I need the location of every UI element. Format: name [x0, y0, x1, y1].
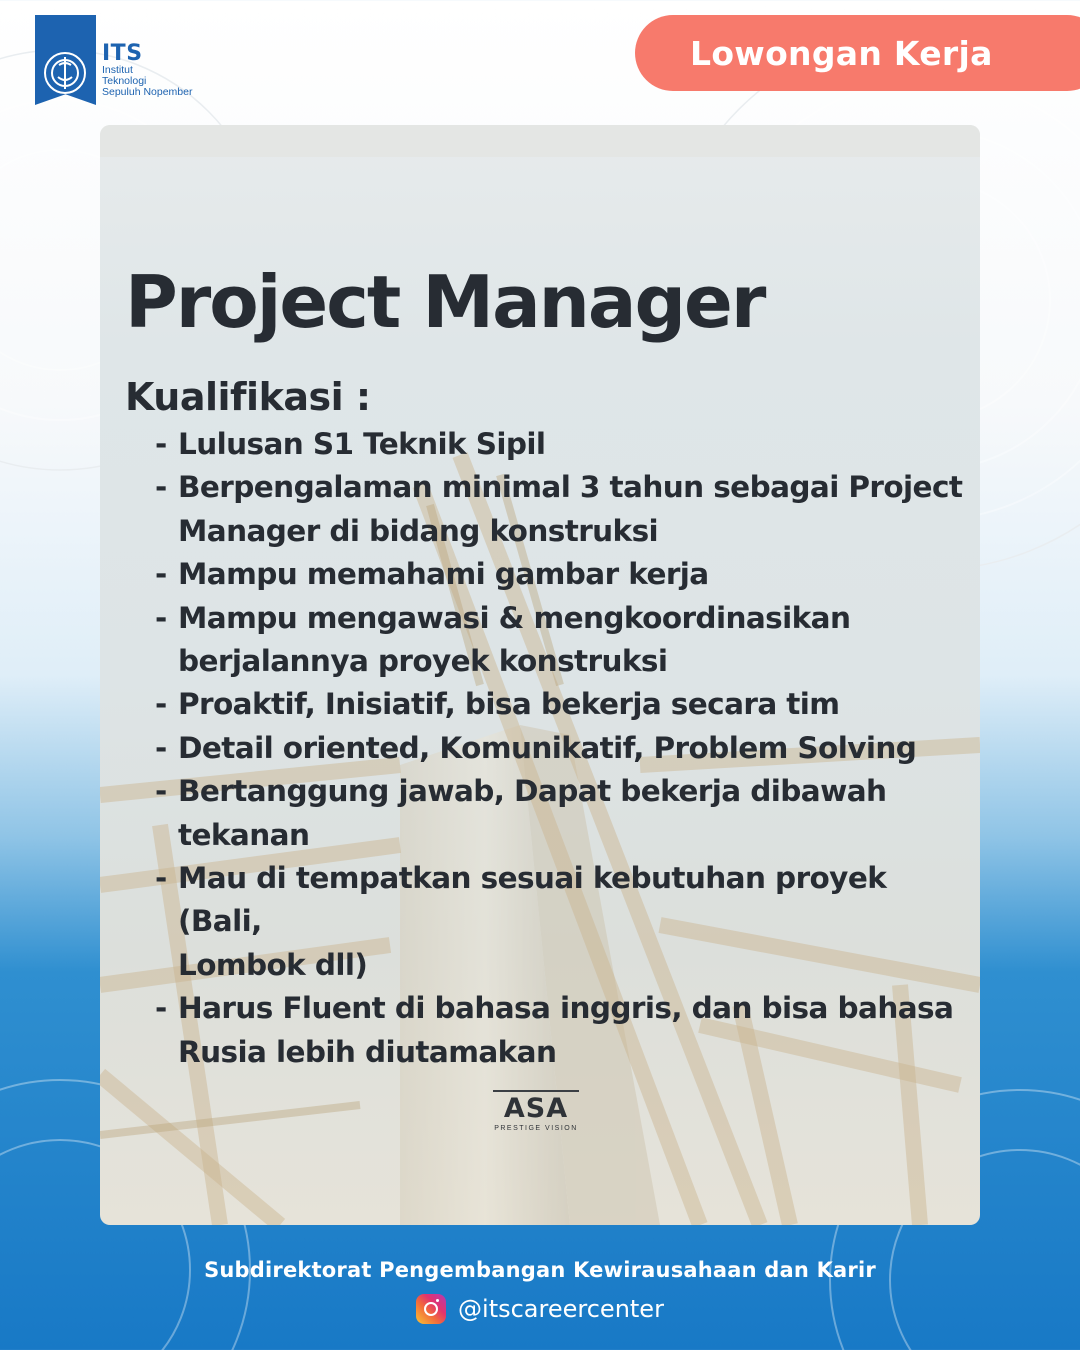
category-badge — [635, 15, 1080, 91]
brand-name: ASA — [503, 1093, 569, 1124]
list-dash: - — [155, 600, 167, 635]
its-shield-emblem — [35, 15, 96, 105]
qualification-line: Mampu memahami gambar kerja — [178, 557, 709, 592]
qualification-item — [155, 727, 975, 770]
list-dash: - — [155, 861, 167, 896]
qualification-line: Mau di tempatkan sesuai kebutuhan proyek (Bali, — [178, 861, 887, 939]
brand-divider — [493, 1090, 579, 1092]
qualifications-heading: Kualifikasi : — [125, 375, 371, 419]
footer-social — [0, 1294, 1080, 1324]
instagram-handle: @itscareercenter — [458, 1295, 664, 1323]
list-dash: - — [155, 730, 167, 765]
list-dash: - — [155, 687, 167, 722]
qualification-line: Proaktif, Inisiatif, bisa bekerja secara tim — [178, 687, 840, 722]
footer-organization: Subdirektorat Pengembangan Kewirausahaan dan Karir — [204, 1258, 876, 1282]
qualification-item — [155, 423, 975, 466]
qualification-line: Manager di bidang konstruksi — [178, 513, 659, 548]
qualification-line: Berpengalaman minimal 3 tahun sebagai Project — [178, 470, 963, 505]
job-poster — [100, 125, 980, 1225]
qualification-item — [155, 553, 975, 596]
poster-top-strip — [100, 125, 980, 157]
qualification-line: berjalannya proyek konstruksi — [178, 644, 668, 679]
its-logo — [35, 15, 205, 107]
list-dash: - — [155, 991, 167, 1026]
logo-line-2: Teknologi — [102, 75, 147, 88]
category-badge-label: Lowongan Kerja — [690, 33, 993, 73]
instagram-icon — [416, 1294, 446, 1324]
qualification-item — [155, 683, 975, 726]
list-dash: - — [155, 557, 167, 592]
qualification-item — [155, 770, 975, 857]
logo-line-1: Institut — [102, 64, 133, 76]
footer — [0, 1258, 1080, 1324]
list-dash: - — [155, 774, 167, 809]
qualification-line: Lombok dll) — [178, 947, 368, 982]
qualification-item — [155, 857, 975, 987]
qualification-item — [155, 466, 975, 553]
logo-abbreviation: ITS — [102, 41, 143, 66]
qualification-line: Harus Fluent di bahasa inggris, dan bisa bahasa — [178, 991, 954, 1026]
company-brand-logo — [493, 1090, 579, 1133]
qualification-line: tekanan — [178, 817, 310, 852]
list-dash: - — [155, 470, 167, 505]
qualification-item — [155, 987, 975, 1074]
qualification-line: Mampu mengawasi & mengkoordinasikan — [178, 600, 851, 635]
job-title: Project Manager — [125, 260, 765, 344]
list-dash: - — [155, 427, 167, 461]
qualification-line: Lulusan S1 Teknik Sipil — [178, 427, 546, 461]
qualification-line: Bertanggung jawab, Dapat bekerja dibawah — [178, 774, 887, 809]
qualification-item — [155, 597, 975, 684]
qualification-line: Rusia lebih diutamakan — [178, 1034, 557, 1069]
qualifications-list — [155, 423, 975, 1074]
qualification-line: Detail oriented, Komunikatif, Problem Solving — [178, 730, 917, 765]
logo-line-3: Sepuluh Nopember — [102, 86, 193, 99]
brand-tagline: PRESTIGE VISION — [494, 1125, 578, 1132]
